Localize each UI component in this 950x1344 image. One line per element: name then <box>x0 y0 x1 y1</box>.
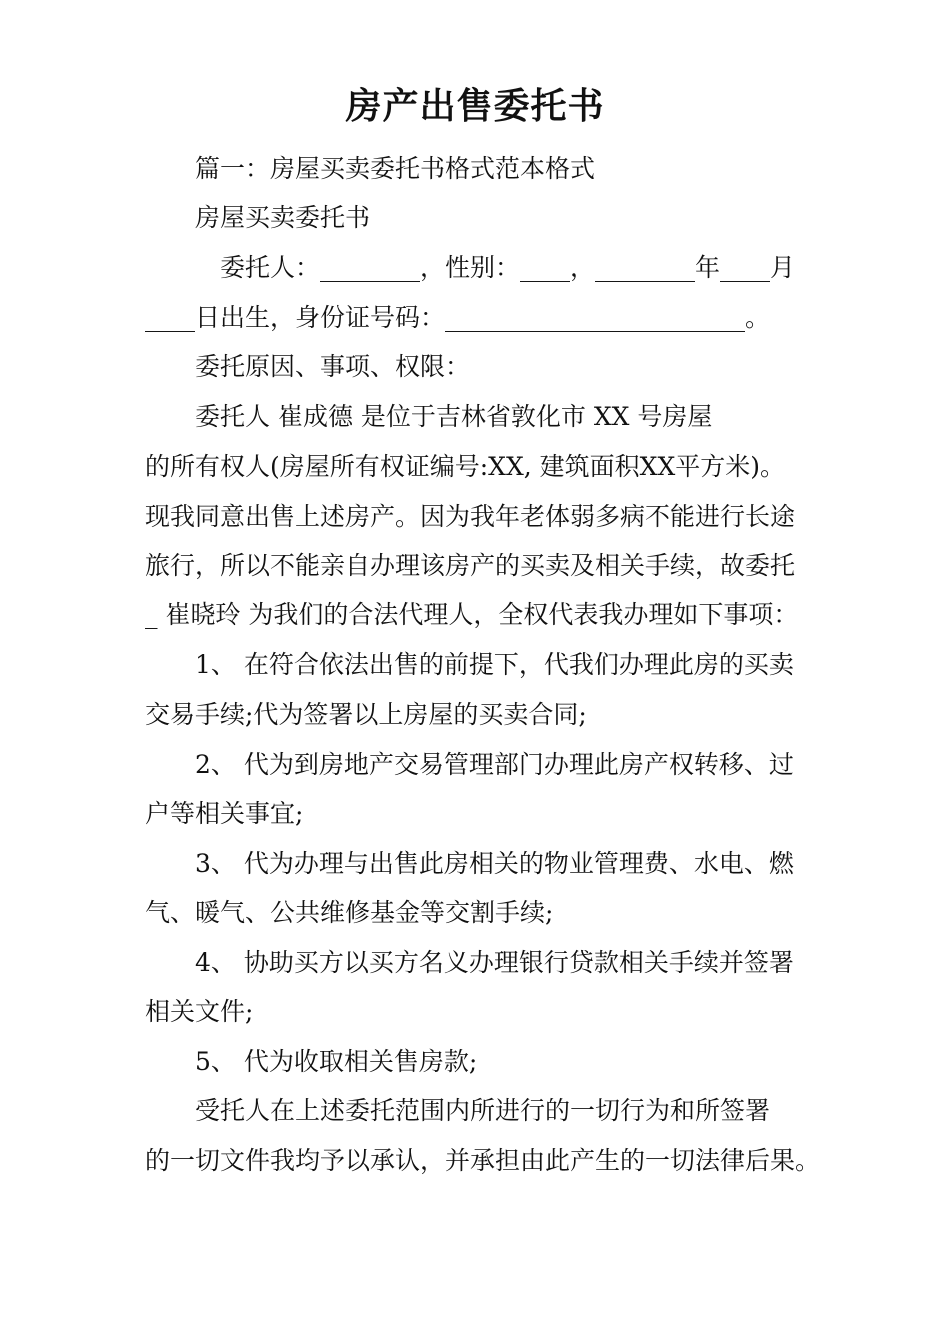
heading-line: 房屋买卖委托书 <box>195 203 371 232</box>
principal-info-line: 委托人：________，性别：____，________年____月 <box>220 253 796 282</box>
list-item-3-line: 3、 代为办理与出售此房相关的物业管理费、水电、燃 <box>195 849 794 878</box>
paragraph-line: 委托人 崔成德 是位于吉林省敦化市 XX 号房屋 <box>195 402 713 431</box>
closing-line: 受托人在上述委托范围内所进行的一切行为和所签署 <box>195 1096 771 1125</box>
closing-line: 的一切文件我均予以承认，并承担由此产生的一切法律后果。 <box>145 1146 821 1175</box>
paragraph-line: 的所有权人(房屋所有权证编号:XX, 建筑面积XX平方米)。 <box>145 452 786 481</box>
list-item-1-line: 1、 在符合依法出售的前提下，代我们办理此房的买卖 <box>195 650 794 679</box>
list-item-1-cont-line: 交易手续;代为签署以上房屋的买卖合同; <box>145 700 587 729</box>
list-item-2-line: 2、 代为到房地产交易管理部门办理此房产权转移、过 <box>195 750 794 779</box>
reason-heading-line: 委托原因、事项、权限： <box>195 352 471 381</box>
list-item-4-cont-line: 相关文件; <box>145 997 254 1026</box>
list-item-5-line: 5、 代为收取相关售房款; <box>195 1047 478 1076</box>
paragraph-line: 旅行，所以不能亲自办理该房产的买卖及相关手续，故委托 <box>145 551 796 580</box>
list-item-3-cont-line: 气、暖气、公共维修基金等交割手续; <box>145 898 554 927</box>
paragraph-line: _ 崔晓玲 为我们的合法代理人，全权代表我办理如下事项： <box>145 600 799 629</box>
list-item-2-cont-line: 户等相关事宜; <box>145 799 304 828</box>
document-title: 房产出售委托书 <box>345 85 605 127</box>
subtitle-line: 篇一：房屋买卖委托书格式范本格式 <box>195 154 596 183</box>
paragraph-line: 现我同意出售上述房产。因为我年老体弱多病不能进行长途 <box>145 502 796 531</box>
list-item-4-line: 4、 协助买方以买方名义办理银行贷款相关手续并签署 <box>195 948 794 977</box>
birth-id-line: ____日出生，身份证号码：________________________。 <box>145 303 771 332</box>
